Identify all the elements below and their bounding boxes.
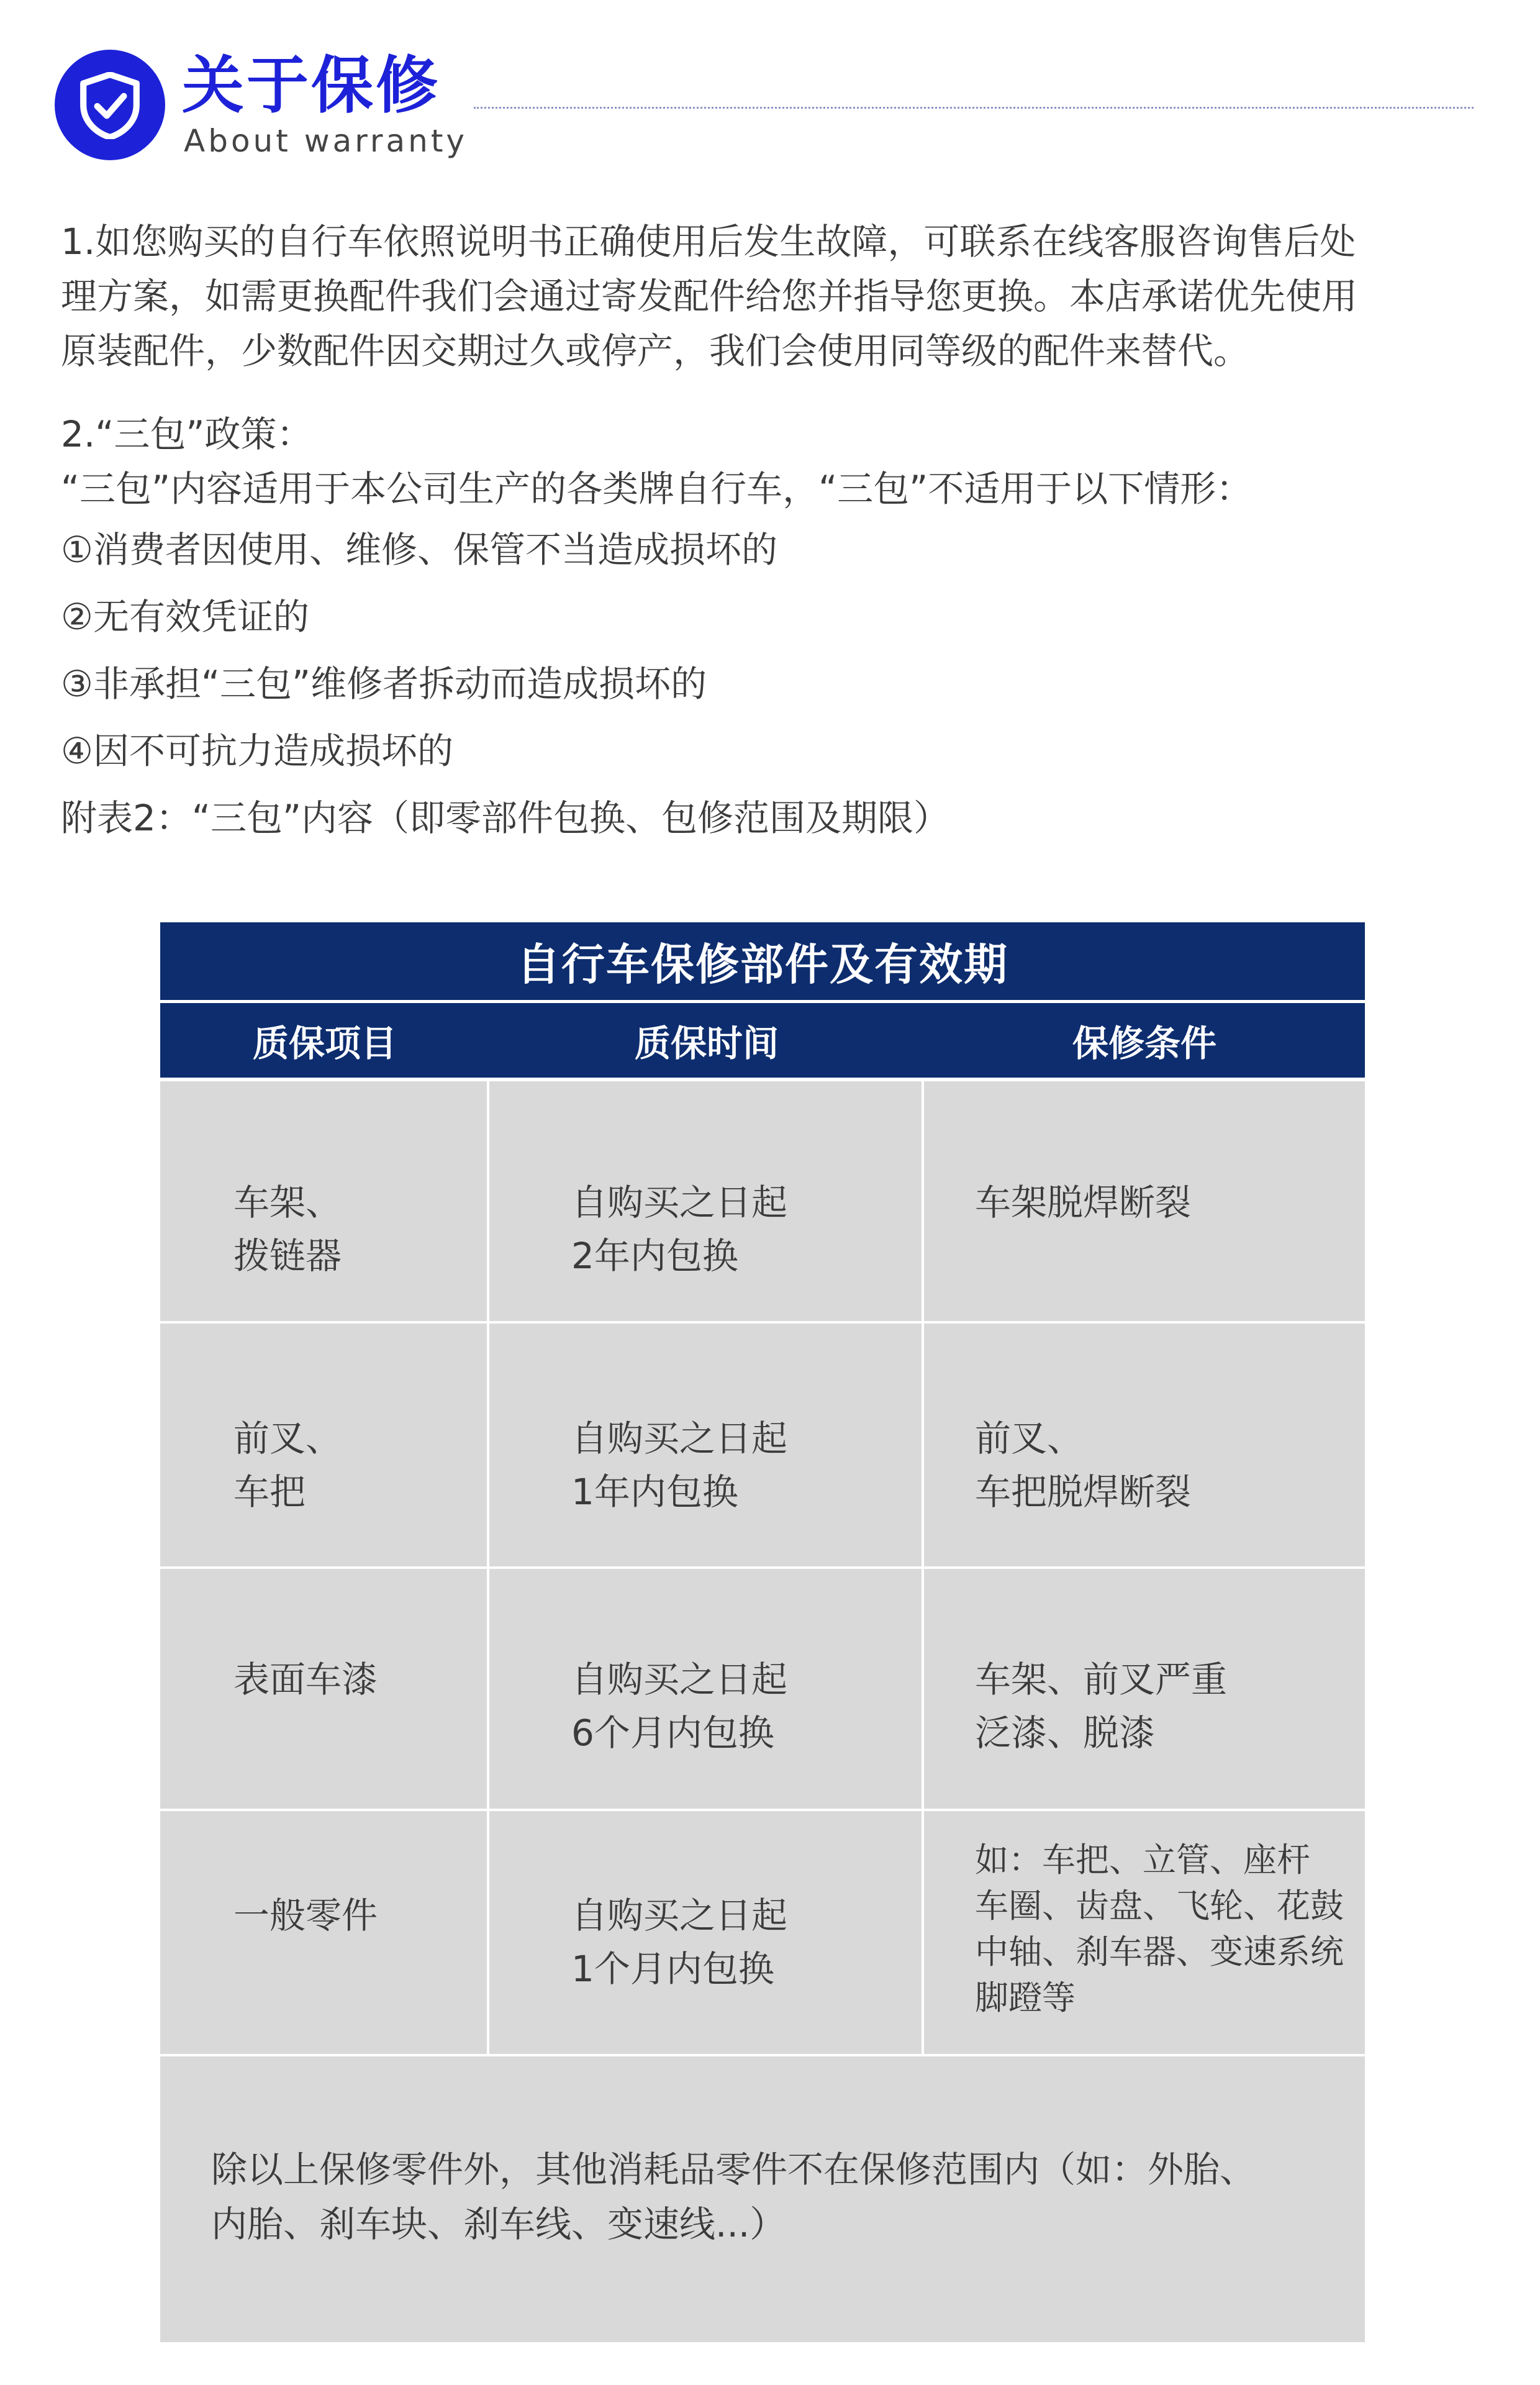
table-title: 自行车保修部件及有效期 (160, 922, 1365, 1003)
column-header-condition: 保修条件 (924, 1003, 1365, 1081)
cell-text: 自购买之日起 (571, 1181, 788, 1224)
table-row (160, 1569, 1365, 1811)
table-row (160, 1324, 1365, 1569)
cell-condition (924, 1569, 1365, 1811)
cell-text: 车架脱焊断裂 (975, 1181, 1192, 1224)
note-line: 除以上保修零件外，其他消耗品零件不在保修范围内（如：外胎、 (211, 2148, 1256, 2191)
section-subtitle: About warranty (184, 123, 468, 159)
exclusion-item: ①消费者因使用、维修、保管不当造成损坏的 (61, 529, 777, 571)
cell-text: 泛漆、脱漆 (975, 1712, 1156, 1754)
paragraph-line: 原装配件，少数配件因交期过久或停产，我们会使用同等级的配件来替代。 (61, 330, 1250, 372)
policy-scope: “三包”内容适用于本公司生产的各类牌自行车，“三包”不适用于以下情形： (61, 468, 1252, 510)
cell-condition (924, 1811, 1365, 2056)
table-note (160, 2056, 1365, 2342)
cell-text: 中轴、刹车器、变速系统 (975, 1932, 1344, 1971)
cell-text: 车把脱焊断裂 (975, 1471, 1192, 1513)
exclusion-item: ④因不可抗力造成损坏的 (61, 730, 453, 772)
section-header (55, 50, 1483, 168)
cell-text: 一般零件 (233, 1894, 378, 1937)
cell-period (489, 1081, 924, 1324)
table-note-row (160, 2056, 1365, 2342)
note-line: 内胎、刹车块、刹车线、变速线...） (211, 2203, 786, 2245)
cell-text: 车把 (233, 1471, 306, 1513)
shield-check-icon (55, 50, 165, 160)
paragraph-line: 理方案，如需更换配件我们会通过寄发配件给您并指导您更换。本店承诺优先使用 (61, 275, 1358, 317)
cell-text: 自购买之日起 (571, 1658, 788, 1701)
table-row (160, 1811, 1365, 2056)
cell-text: 前叉、 (233, 1417, 342, 1460)
warranty-table (160, 922, 1365, 2342)
cell-text: 车架、 (233, 1181, 342, 1224)
cell-text: 车架、前叉严重 (975, 1658, 1228, 1701)
cell-text: 表面车漆 (233, 1658, 378, 1701)
exclusion-item: ③非承担“三包”维修者拆动而造成损坏的 (61, 663, 707, 705)
cell-condition (924, 1081, 1365, 1324)
cell-item (160, 1081, 489, 1324)
cell-text: 1年内包换 (571, 1471, 738, 1513)
cell-item (160, 1569, 489, 1811)
cell-text: 车圈、齿盘、飞轮、花鼓 (975, 1886, 1344, 1925)
cell-condition (924, 1324, 1365, 1569)
appendix-caption: 附表2：“三包”内容（即零部件包换、包修范围及期限） (61, 797, 949, 839)
cell-text: 6个月内包换 (571, 1712, 774, 1754)
table-row (160, 1081, 1365, 1324)
column-header-period: 质保时间 (489, 1003, 924, 1081)
exclusion-item: ②无有效凭证的 (61, 596, 309, 638)
cell-text: 如：车把、立管、座杆 (975, 1840, 1310, 1879)
cell-item (160, 1324, 489, 1569)
repair-paragraph (61, 214, 1483, 378)
cell-text: 自购买之日起 (571, 1417, 788, 1460)
section-title: 关于保修 (182, 49, 440, 122)
paragraph-line: 1.如您购买的自行车依照说明书正确使用后发生故障，可联系在线客服咨询售后处 (61, 220, 1356, 263)
cell-period (489, 1569, 924, 1811)
cell-text: 自购买之日起 (571, 1894, 788, 1937)
cell-period (489, 1811, 924, 2056)
cell-item (160, 1811, 489, 2056)
cell-text: 2年内包换 (571, 1235, 738, 1277)
cell-text: 脚蹬等 (975, 1978, 1076, 2017)
cell-text: 前叉、 (975, 1417, 1084, 1460)
column-header-item: 质保项目 (160, 1003, 489, 1081)
policy-section (61, 407, 1252, 852)
cell-period (489, 1324, 924, 1569)
cell-text: 拨链器 (233, 1235, 342, 1277)
cell-text: 1个月内包换 (571, 1948, 774, 1990)
policy-heading: 2.“三包”政策： (61, 413, 313, 455)
header-divider (474, 107, 1474, 109)
